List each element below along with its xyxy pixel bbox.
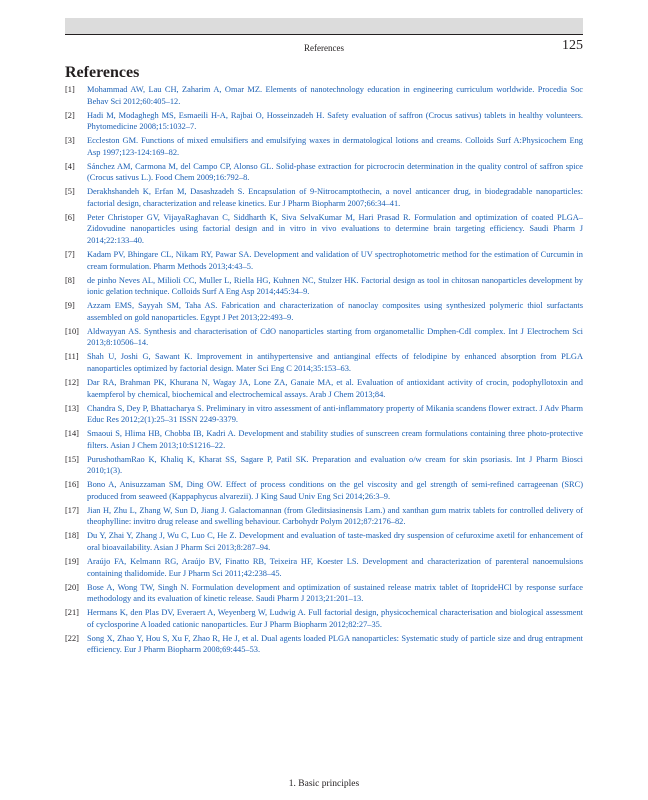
- reference-number: [21]: [65, 608, 79, 618]
- reference-text[interactable]: Eccleston GM. Functions of mixed emulsifiers and emulsifying waxes in dermatological lotions and creams. Colloids Surf A:Physicochem Eng Asp 1997;123-124:169–82.: [87, 136, 583, 157]
- page-number: 125: [562, 38, 583, 53]
- reference-item: [65, 377, 583, 400]
- reference-text[interactable]: de pinho Neves AL, Milioli CC, Muller L, Riella HG, Kuhnen NC, Stulzer HK. Factorial design as tool in chitosan nanoparticles development by ionic gelation technique. Colloids Surf A Eng Asp 2014;445:34–9.: [87, 275, 583, 297]
- references-title: References: [65, 64, 140, 81]
- reference-item: [65, 582, 583, 605]
- reference-text[interactable]: Dar RA, Brahman PK, Khurana N, Wagay JA, Lone ZA, Ganaie MA, et al. Evaluation of antioxidant activity of crocin, podophyllotoxin and kaempferol by chemical, biochemical and electrochemical assays. Arab J Chem 2013;84.: [87, 377, 583, 399]
- reference-number: [3]: [65, 136, 75, 146]
- reference-text[interactable]: Sánchez AM, Carmona M, del Campo CP, Alonso GL. Solid-phase extraction for picrocrocin determination in the quality control of saffron spice (Crocus sativus L.). Food Chem 2009;16:792–8.: [87, 161, 583, 183]
- reference-number: [8]: [65, 275, 75, 285]
- reference-text[interactable]: Smaoui S, Hlima HB, Chobba IB, Kadri A. Development and stability studies of sunscreen cream formulations containing three photo-protective filters. Asian J Chem 2013;10:S1216–22.: [87, 429, 583, 450]
- reference-item: [65, 326, 583, 349]
- reference-item: [65, 633, 583, 656]
- reference-number: [11]: [65, 352, 79, 362]
- reference-number: [2]: [65, 110, 75, 120]
- reference-item: [65, 135, 583, 158]
- reference-text[interactable]: Bose A, Wong TW, Singh N. Formulation development and optimization of sustained release matrix tablet of ItoprideHCl by response surface methodology and its evaluation of kinetic release. Saudi Pharm J 2013;21:201–13.: [87, 582, 583, 604]
- header-bar: [65, 18, 583, 34]
- reference-number: [5]: [65, 187, 75, 197]
- reference-number: [7]: [65, 250, 75, 260]
- header-rule: [65, 34, 583, 35]
- reference-item: [65, 505, 583, 528]
- reference-number: [19]: [65, 557, 79, 566]
- reference-text[interactable]: Araújo FA, Kelmann RG, Araújo BV, Finatto RB, Teixeira HF, Koester LS. Development and characterization of parenteral nanoemulsions containing thalidomide. Eur J Pharm Sci 2011;42:238–45.: [87, 557, 583, 578]
- reference-number: [9]: [65, 301, 75, 311]
- reference-item: [65, 300, 583, 323]
- reference-item: [65, 84, 583, 107]
- reference-number: [17]: [65, 505, 79, 515]
- reference-item: [65, 454, 583, 477]
- running-head: [65, 38, 583, 55]
- reference-number: [20]: [65, 582, 79, 592]
- reference-text[interactable]: Du Y, Zhai Y, Zhang J, Wu C, Luo C, He Z. Development and evaluation of taste-masked dry suspension of cefuroxime axetil for enhancement of oral bioavailability. Asian J Pharm Sci 2013;8:287–94.: [87, 531, 583, 553]
- reference-item: [65, 249, 583, 272]
- reference-item: [65, 351, 583, 374]
- reference-text[interactable]: Hadi M, Modaghegh MS, Esmaeili H-A, Rajbai O, Hosseinzadeh H. Safety evaluation of saffron (Crocus sativus) tablets in healthy volunteers. Phytomedicine 2008;15:1032–7.: [87, 110, 583, 132]
- reference-number: [15]: [65, 454, 79, 464]
- reference-text[interactable]: Bono A, Anisuzzaman SM, Ding OW. Effect of process conditions on the gel viscosity and gel strength of semi-refined carrageenan (SRC) produced from seaweed (Kappaphycus alvarezii). J King Saud Univ Eng Sci 2014;26:3–9.: [87, 480, 583, 501]
- reference-item: [65, 275, 583, 298]
- reference-number: [16]: [65, 480, 79, 490]
- reference-text[interactable]: Azzam EMS, Sayyah SM, Taha AS. Fabrication and characterization of nanoclay composites using synthesized polymeric thiol surfactants assembled on gold nanoparticles. Egypt J Pet 2013;22:493–9.: [87, 301, 583, 322]
- reference-item: [65, 212, 583, 247]
- reference-item: [65, 607, 583, 630]
- reference-item: [65, 110, 583, 133]
- reference-list: [65, 84, 583, 658]
- reference-number: [1]: [65, 85, 75, 94]
- reference-item: [65, 479, 583, 502]
- reference-item: [65, 428, 583, 451]
- reference-item: [65, 161, 583, 184]
- reference-text[interactable]: Chandra S, Dey P, Bhattacharya S. Preliminary in vitro assessment of anti-inflammatory property of Mikania scandens flower extract. J Adv Pharm Educ Res 2012;2(1):25–31 ISSN 2249-3379.: [87, 403, 583, 425]
- reference-text[interactable]: Aldwayyan AS. Synthesis and characterisation of CdO nanoparticles starting from organometallic Dmphen-CdI complex. Int J Electrochem Sci 2013;8:10506–14.: [87, 326, 583, 348]
- reference-text[interactable]: Derakhshandeh K, Erfan M, Dasashzadeh S. Encapsulation of 9-Nitrocamptothecin, a novel anticancer drug, in biodegradable nanoparticles: factorial design, characterization and release kinetics. Eur J Pharm Biopharm 2007;66:34–41.: [87, 187, 583, 208]
- reference-number: [12]: [65, 377, 79, 387]
- reference-text[interactable]: PurushothamRao K, Khaliq K, Kharat SS, Sagare P, Patil SK. Preparation and evaluation o/w cream for skin psoriasis. Int J Pharm Biosci 2010;1(3).: [87, 454, 583, 476]
- reference-text[interactable]: Jian H, Zhu L, Zhang W, Sun D, Jiang J. Galactomannan (from Gleditsiasinensis Lam.) and xanthan gum matrix tablets for controlled delivery of theophylline: invitro drug release and swelling behaviour. Carbohydr Polym 2012;87:2176–82.: [87, 505, 583, 527]
- reference-text[interactable]: Shah U, Joshi G, Sawant K. Improvement in antihypertensive and antianginal effects of felodipine by enhanced absorption from PLGA nanoparticles optimized by factorial design. Mater Sci Eng C 2014;35:153–63.: [87, 352, 583, 373]
- reference-item: [65, 556, 583, 579]
- footer-section: 1. Basic principles: [288, 779, 360, 789]
- reference-number: [10]: [65, 326, 79, 336]
- reference-number: [13]: [65, 403, 79, 413]
- reference-item: [65, 403, 583, 426]
- reference-number: [22]: [65, 633, 79, 643]
- reference-number: [14]: [65, 429, 79, 439]
- reference-text[interactable]: Kadam PV, Bhingare CL, Nikam RY, Pawar SA. Development and validation of UV spectrophotometric method for the estimation of Curcumin in cream formulation. Pharm Methods 2013;4:43–5.: [87, 250, 583, 271]
- reference-item: [65, 530, 583, 553]
- running-head-section: References: [304, 43, 344, 53]
- reference-text[interactable]: Song X, Zhao Y, Hou S, Xu F, Zhao R, He J, et al. Dual agents loaded PLGA nanoparticles: Systematic study of particle size and drug entrapment efficiency. Eur J Pharm Biopharm 2008;69:445–53.: [87, 633, 583, 655]
- reference-text[interactable]: Mohammad AW, Lau CH, Zaharim A, Omar MZ. Elements of nanotechnology education in engineering curriculum worldwide. Procedia Soc Behav Sci 2012;60:405–12.: [87, 85, 583, 106]
- reference-text[interactable]: Hermans K, den Plas DV, Everaert A, Weyenberg W, Ludwig A. Full factorial design, physicochemical characterisation and biological assessment of cyclosporine A loaded cationic nanoparticles. Eur J Pharm Biopharm 2012;82:27–35.: [87, 608, 583, 629]
- reference-item: [65, 186, 583, 209]
- reference-text[interactable]: Peter Christoper GV, VijayaRaghavan C, Siddharth K, Siva SelvaKumar M, Hari Prasad R. Formulation and optimization of coated PLGA–Zidovudine nanoparticles using factorial design and in vitro in vivo evaluations to determine brain targeting efficiency. Saudi Pharm J 2014;22:133–40.: [87, 212, 583, 246]
- reference-number: [4]: [65, 161, 75, 171]
- reference-number: [6]: [65, 212, 75, 222]
- reference-number: [18]: [65, 531, 79, 541]
